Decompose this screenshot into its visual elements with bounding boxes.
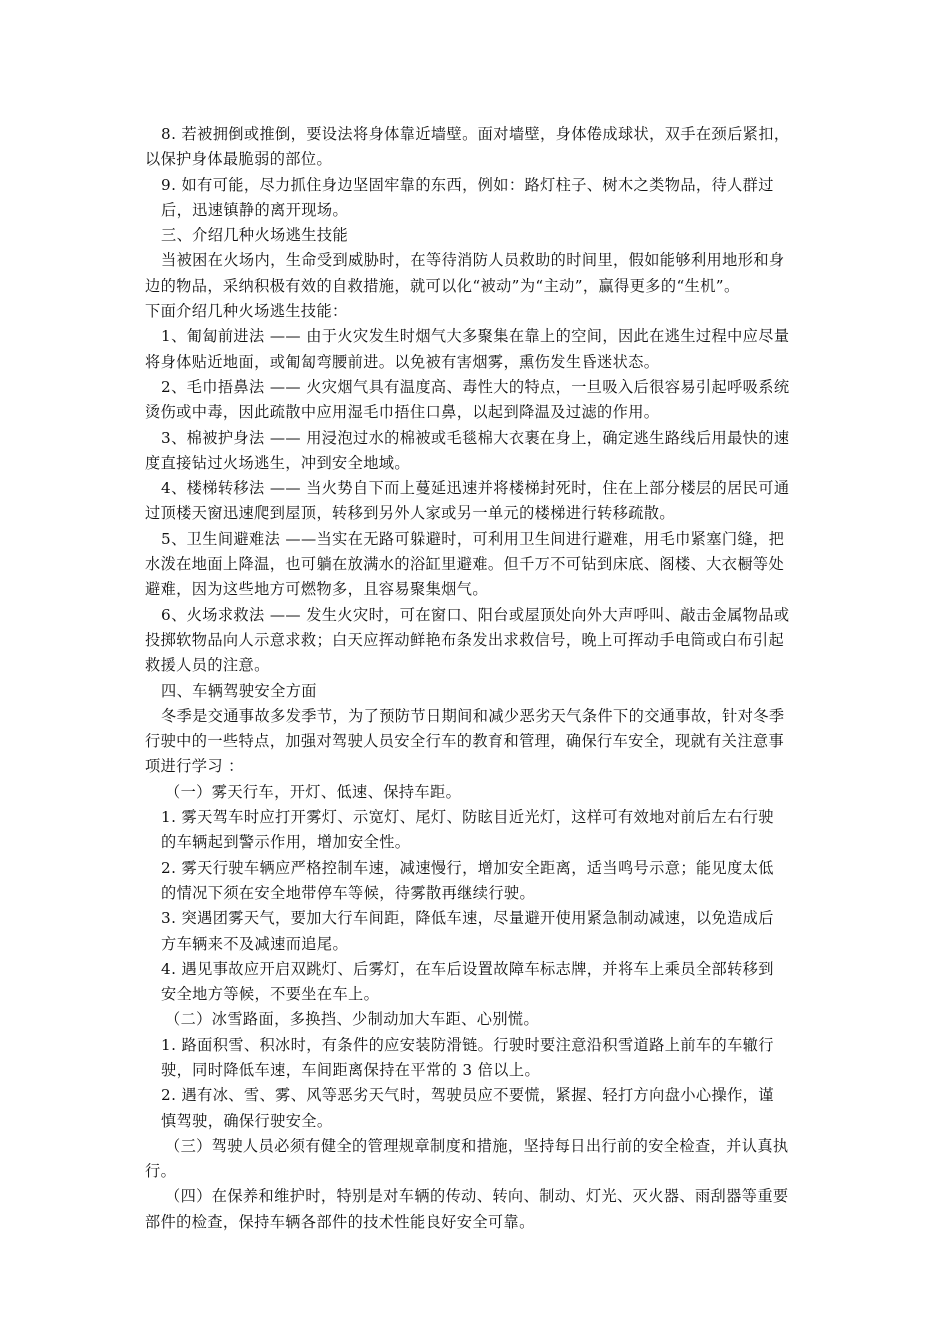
text-line: 的车辆起到警示作用，增加安全性。: [161, 833, 411, 852]
text-line: 3. 突遇团雾天气，要加大行车间距，降低车速，尽量避开使用紧急制动减速，以免造成后: [161, 909, 774, 928]
text-line: 5、卫生间避难法 ——当实在无路可躲避时，可利用卫生间进行避难，用毛巾紧塞门缝，把: [161, 529, 785, 548]
text-line: 6、火场求救法 —— 发生火灾时，可在窗口、阳台或屋顶处向外大声呼叫、敲击金属物品或: [161, 605, 790, 624]
text-line: 当被困在火场内，生命受到威胁时，在等待消防人员救助的时间里，假如能够利用地形和身: [161, 251, 785, 270]
text-line: （四）在保养和维护时，特别是对车辆的传动、转向、制动、灯光、灭火器、雨刮器等重要: [165, 1187, 789, 1206]
text-line: 救援人员的注意。: [145, 656, 270, 675]
document-body: [145, 122, 805, 1235]
text-line: 2. 雾天行驶车辆应严格控制车速，减速慢行，增加安全距离，适当鸣号示意；能见度太低: [161, 858, 774, 877]
text-line: （三）驾驶人员必须有健全的管理规章制度和措施，坚持每日出行前的安全检查，并认真执: [165, 1136, 789, 1155]
text-line: 2. 遇有冰、雪、雾、风等恶劣天气时，驾驶员应不要慌，紧握、轻打方向盘小心操作，谨: [161, 1086, 774, 1105]
text-line: 驶，同时降低车速，车间距离保持在平常的 3 倍以上。: [161, 1060, 541, 1079]
text-line: 过顶楼天窗迅速爬到屋顶，转移到另外人家或另一单元的楼梯进行转移疏散。: [145, 504, 675, 523]
text-line: 1. 雾天驾车时应打开雾灯、示宽灯、尾灯、防眩目近光灯，这样可有效地对前后左右行驶: [161, 808, 774, 827]
text-line: （二）冰雪路面，多换挡、少制动加大车距、心别慌。: [165, 1010, 540, 1029]
text-line: 8. 若被拥倒或推倒，要设法将身体靠近墙壁。面对墙壁，身体倦成球状，双手在颈后紧扣，: [161, 125, 790, 143]
text-line: 4、楼梯转移法 —— 当火势自下而上蔓延迅速并将楼梯封死时，住在上部分楼层的居民可通: [161, 479, 790, 498]
text-line: 度直接钻过火场逃生，冲到安全地域。: [145, 453, 410, 472]
text-line: 1、匍匐前进法 —— 由于火灾发生时烟气大多聚集在靠上的空间，因此在逃生过程中应尽量: [161, 327, 790, 346]
text-line: 2、毛巾捂鼻法 —— 火灾烟气具有温度高、毒性大的特点，一旦吸入后很容易引起呼吸系统: [161, 377, 790, 396]
text-line: 慎驾驶，确保行驶安全。: [161, 1111, 333, 1130]
text-line: 三、介绍几种火场逃生技能: [161, 226, 349, 245]
text-line: 投掷软物品向人示意求救；白天应挥动鲜艳布条发出求救信号，晚上可挥动手电筒或白布引起: [145, 630, 785, 649]
text-line: 方车辆来不及减速而追尾。: [161, 934, 349, 953]
text-line: 以保护身体最脆弱的部位。: [145, 150, 333, 169]
text-line: 四、车辆驾驶安全方面: [161, 681, 317, 700]
text-line: 9. 如有可能，尽力抓住身边坚固牢靠的东西，例如：路灯柱子、树木之类物品，待人群过: [161, 175, 774, 194]
text-line: （一）雾天行车，开灯、低速、保持车距。: [165, 782, 462, 801]
text-line: 项进行学习 ：: [145, 757, 244, 776]
text-line: 4. 遇见事故应开启双跳灯、后雾灯，在车后设置故障车标志牌，并将车上乘员全部转移到: [161, 959, 774, 978]
text-line: 后，迅速镇静的离开现场。: [161, 200, 349, 219]
text-line: 的情况下须在安全地带停车等候，待雾散再继续行驶。: [161, 883, 536, 902]
text-line: 将身体贴近地面，或匍匐弯腰前进。以免被有害烟雾，熏伤发生昏迷状态。: [145, 352, 660, 371]
text-line: 烫伤或中毒，因此疏散中应用湿毛巾捂住口鼻，以起到降温及过滤的作用。: [145, 403, 660, 422]
text-line: 水泼在地面上降温，也可躺在放满水的浴缸里避难。但千万不可钻到床底、阁楼、大衣橱等处: [145, 555, 785, 574]
text-line: 行驶中的一些特点，加强对驾驶人员安全行车的教育和管理，确保行车安全，现就有关注意事: [145, 732, 785, 751]
text-line: 3、棉被护身法 —— 用浸泡过水的棉被或毛毯棉大衣裹在身上，确定逃生路线后用最快的速: [161, 428, 790, 447]
text-line: 下面介绍几种火场逃生技能：: [145, 302, 348, 321]
text-line: 行。: [145, 1162, 177, 1181]
text-line: 避难，因为这些地方可燃物多，且容易聚集烟气。: [145, 580, 488, 599]
text-line: 1. 路面积雪、积冰时，有条件的应安装防滑链。行驶时要注意沿积雪道路上前车的车辙行: [161, 1035, 774, 1054]
text-line: 边的物品，采纳积极有效的自救措施，就可以化“被动”为“主动”，赢得更多的“生机”。: [145, 276, 740, 295]
text-line: 安全地方等候，不要坐在车上。: [161, 985, 380, 1004]
text-line: 冬季是交通事故多发季节，为了预防节日期间和减少恶劣天气条件下的交通事故，针对冬季: [161, 706, 785, 725]
text-line: 部件的检查，保持车辆各部件的技术性能良好安全可靠。: [145, 1212, 535, 1231]
